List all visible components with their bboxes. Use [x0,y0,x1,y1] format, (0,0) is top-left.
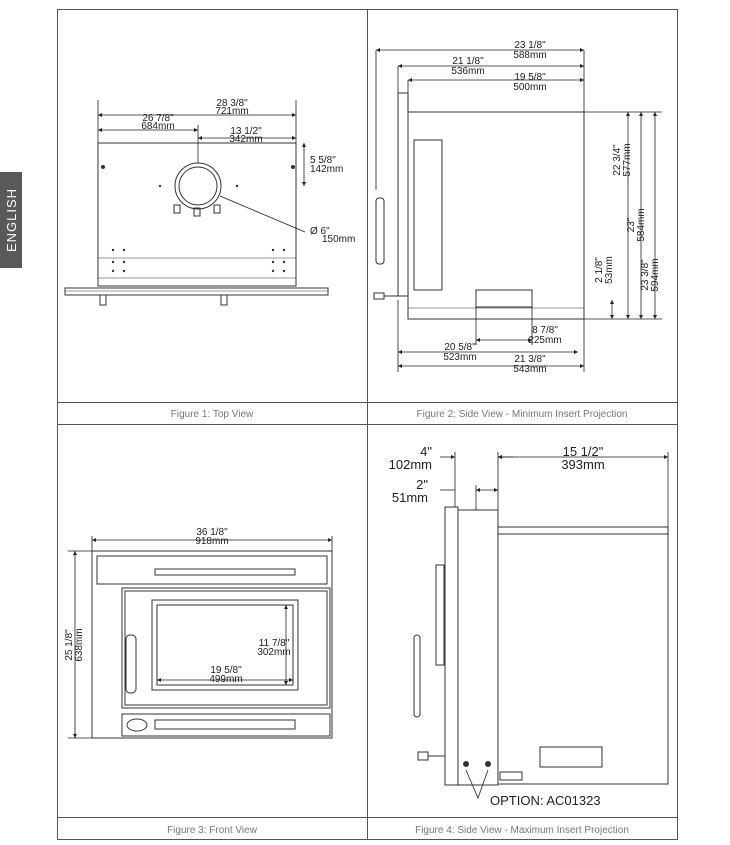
side-min-bottom1-mm: 225mm [528,335,562,346]
side-min-height4-label [594,256,615,284]
side-min-height3-mm: 594mm [650,258,661,292]
side-max-offset-b-in: 2" [416,477,428,492]
side-min-height3-in: 23 3/8" [640,259,651,291]
side-max-offset-a-in: 4" [420,444,432,459]
front-glass-width-mm: 499mm [209,674,243,685]
language-tab [0,172,22,268]
front-height-label [64,628,85,661]
side-min-bottom3-mm: 543mm [513,364,547,375]
side-min-height2-label [626,208,647,241]
side-min-height3-label [640,258,661,291]
figure-2-side-view-min [374,40,662,375]
side-max-offset-a-mm: 102mm [388,457,432,472]
side-min-height4-mm: 53mm [604,256,615,284]
side-min-depth3-mm: 500mm [513,82,547,93]
front-glass-height-in: 11 7/8" [258,638,290,649]
side-min-depth2-mm: 536mm [451,66,485,77]
side-min-bottom3-in: 21 3/8" [514,354,546,365]
side-min-drawing [374,93,584,319]
top-flue-diameter-in: Ø 6" [310,226,330,237]
side-max-depth-mm: 393mm [561,457,605,472]
language-tab-label: ENGLISH [4,187,19,253]
side-min-bottom2-mm: 523mm [443,352,477,363]
front-width-in: 36 1/8" [196,527,228,538]
side-max-option-label: OPTION: AC01323 [490,793,601,808]
top-hole-spacing-in: 26 7/8" [142,113,174,124]
figure-1-caption: Figure 1: Top View [170,409,254,420]
front-height-mm: 638mm [74,628,85,662]
figure-4-side-view-max [389,444,668,808]
figure-4-caption: Figure 4: Side View - Maximum Insert Projection [415,825,629,836]
top-hole-spacing-mm: 684mm [141,121,175,132]
front-glass-height-mm: 302mm [257,647,291,658]
side-min-depth2-in: 21 1/8" [452,56,484,67]
front-view-drawing [92,551,332,738]
side-min-total-depth-mm: 588mm [513,50,547,61]
side-min-height1-in: 22 3/4" [612,144,623,176]
front-glass-width-in: 19 5/8" [210,665,242,676]
side-max-depth-in: 15 1/2" [562,444,604,459]
figure-2-caption: Figure 2: Side View - Minimum Insert Projection [416,409,628,420]
figure-1-top-view [65,98,355,305]
side-min-height2-mm: 584mm [636,208,647,242]
side-min-height1-label [612,143,633,176]
top-flue-offset-mm: 342mm [229,134,263,145]
figure-3-front-view [64,527,332,738]
top-flue-diameter-mm: 150mm [322,234,356,245]
side-max-drawing [414,507,668,785]
side-min-height1-mm: 577mm [622,143,633,177]
top-overall-width-in: 28 3/8" [216,98,248,109]
front-width-mm: 918mm [195,536,229,547]
side-min-depth3-in: 19 5/8" [514,72,546,83]
side-min-height2-in: 23" [626,217,637,233]
side-min-total-depth-in: 23 1/8" [514,40,546,51]
side-min-bottom1-in: 8 7/8" [532,325,558,336]
top-flue-offset-in: 13 1/2" [230,126,262,137]
side-min-bottom2-in: 20 5/8" [444,342,476,353]
top-overall-width-mm: 721mm [215,106,249,117]
side-max-offset-b-mm: 51mm [391,490,428,505]
top-flue-depth-in: 5 5/8" [310,155,336,166]
front-height-in: 25 1/8" [64,629,75,661]
top-flue-depth-mm: 142mm [310,164,344,175]
side-min-height4-in: 2 1/8" [594,257,605,283]
figure-3-caption: Figure 3: Front View [167,825,257,836]
